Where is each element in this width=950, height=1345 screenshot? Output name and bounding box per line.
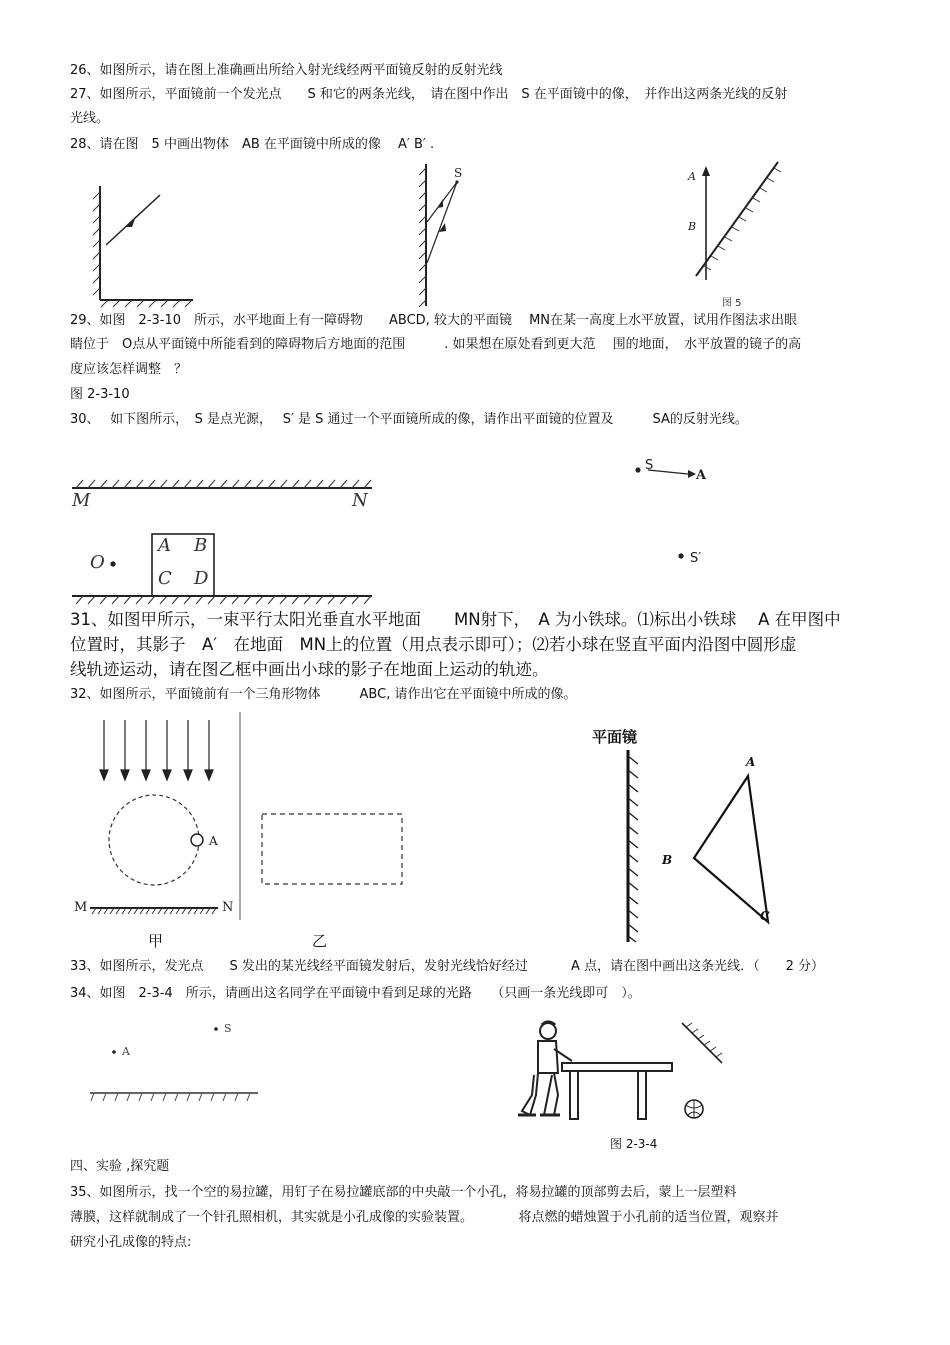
figure-yi-label: 乙: [312, 932, 328, 950]
figure-mirror-mn-obstacle: [70, 472, 380, 607]
section-4-heading: 四、实验 ,探究题: [70, 1159, 170, 1174]
question-29-line-2: 睛位于 O点从平面镜中所能看到的障碍物后方地面的范围 . 如果想在原处看到更大范 围的地面， 水平放置的镜子的高: [70, 337, 802, 352]
label-a: A: [696, 468, 707, 483]
label-s: S: [454, 166, 463, 180]
figure-5-caption: 图 5: [722, 298, 742, 309]
label-o: O: [90, 552, 105, 573]
label-s-prime: S′: [690, 551, 702, 566]
label-s: S: [224, 1022, 232, 1035]
question-29-line-1: 29、如图 2-3-10 所示，水平地面上有一障碍物 ABCD, 较大的平面镜 MN在某一高度上水平放置，试用作图法求出眼: [70, 313, 798, 328]
figure-2-3-4-caption: 图 2-3-4: [610, 1137, 658, 1151]
label-obstacle-d: D: [194, 568, 209, 589]
figure-object-ab-mirror: [682, 158, 792, 312]
question-28: 28、请在图 5 中画出物体 AB 在平面镜中所成的像 A′ B′ .: [70, 137, 435, 152]
question-29-line-3: 度应该怎样调整 ？: [70, 362, 188, 377]
figure-sunlight-ball: [70, 712, 245, 932]
label-obstacle-c: C: [158, 568, 172, 589]
label-n: N: [352, 490, 368, 511]
label-b: B: [688, 220, 697, 233]
figure-source-and-image: [628, 452, 738, 577]
table-figure: [562, 1063, 672, 1119]
label-obstacle-a: A: [158, 535, 171, 556]
label-b: B: [662, 853, 673, 867]
question-31-line-1: 31、如图甲所示，一束平行太阳光垂直水平地面 MN射下， A 为小铁球。⑴标出小铁球 A 在甲图中: [70, 610, 841, 629]
figure-jia-label: 甲: [148, 932, 164, 950]
question-31-line-3: 线轨迹运动，请在图乙框中画出小球的影子在地面上运动的轨迹。: [70, 660, 549, 679]
figure-two-mirrors: [88, 180, 198, 310]
label-m: M: [72, 490, 91, 511]
mirror-label: 平面镜: [592, 728, 638, 746]
question-30: 30、 如下图所示， S 是点光源， S′ 是 S 通过一个平面镜所成的像，请作出平面镜的位置及 SA的反射光线。: [70, 412, 748, 427]
question-29-figure-caption: 图 2-3-10: [70, 387, 130, 402]
label-obstacle-b: B: [194, 535, 208, 556]
label-n: N: [222, 900, 234, 915]
label-c: C: [760, 909, 770, 923]
figure-student-table-ball: [508, 1015, 733, 1133]
label-m: M: [74, 900, 88, 915]
label-a: A: [122, 1045, 130, 1058]
question-35-line-1: 35、如图所示，找一个空的易拉罐，用钉子在易拉罐底部的中央敲一个小孔，将易拉罐的顶部剪去后，蒙上一层塑料: [70, 1185, 737, 1200]
label-a: A: [209, 834, 218, 848]
question-27-line-1: 27、如图所示，平面镜前一个发光点 S 和它的两条光线， 请在图中作出 S 在平面镜中的像， 并作出这两条光线的反射: [70, 87, 788, 102]
question-35-line-3: 研究小孔成像的特点:: [70, 1235, 192, 1250]
question-35-line-2: 薄膜，这样就制成了一个针孔照相机，其实就是小孔成像的实验装置。 将点燃的蜡烛置于小孔前的适当位置，观察并: [70, 1210, 779, 1225]
figure-dashed-box: [258, 810, 408, 890]
question-26: 26、如图所示，请在图上准确画出所给入射光线经两平面镜反射的反射光线: [70, 63, 503, 78]
question-34: 34、如图 2-3-4 所示，请画出这名同学在平面镜中看到足球的光路 （只画一条光线即可 ）。: [70, 986, 641, 1001]
question-31-line-2: 位置时，其影子 A′ 在地面 MN上的位置（用点表示即可）；⑵若小球在竖直平面内沿图中圆形虚: [70, 635, 797, 654]
figure-point-s-a-mirror: [88, 1015, 268, 1110]
question-33: 33、如图所示，发光点 S 发出的某光线经平面镜发射后，发射光线恰好经过 A 点，请在图中画出这条光线．（ 2 分）: [70, 959, 824, 974]
label-a: A: [688, 170, 696, 183]
figure-mirror-triangle: [590, 722, 790, 950]
label-s: S: [645, 458, 654, 473]
question-27-line-2: 光线。: [70, 111, 110, 126]
figure-mirror-point-s: [412, 160, 482, 310]
question-32: 32、如图所示，平面镜前有一个三角形物体 ABC, 请作出它在平面镜中所成的像。: [70, 687, 577, 702]
label-a: A: [746, 755, 756, 769]
